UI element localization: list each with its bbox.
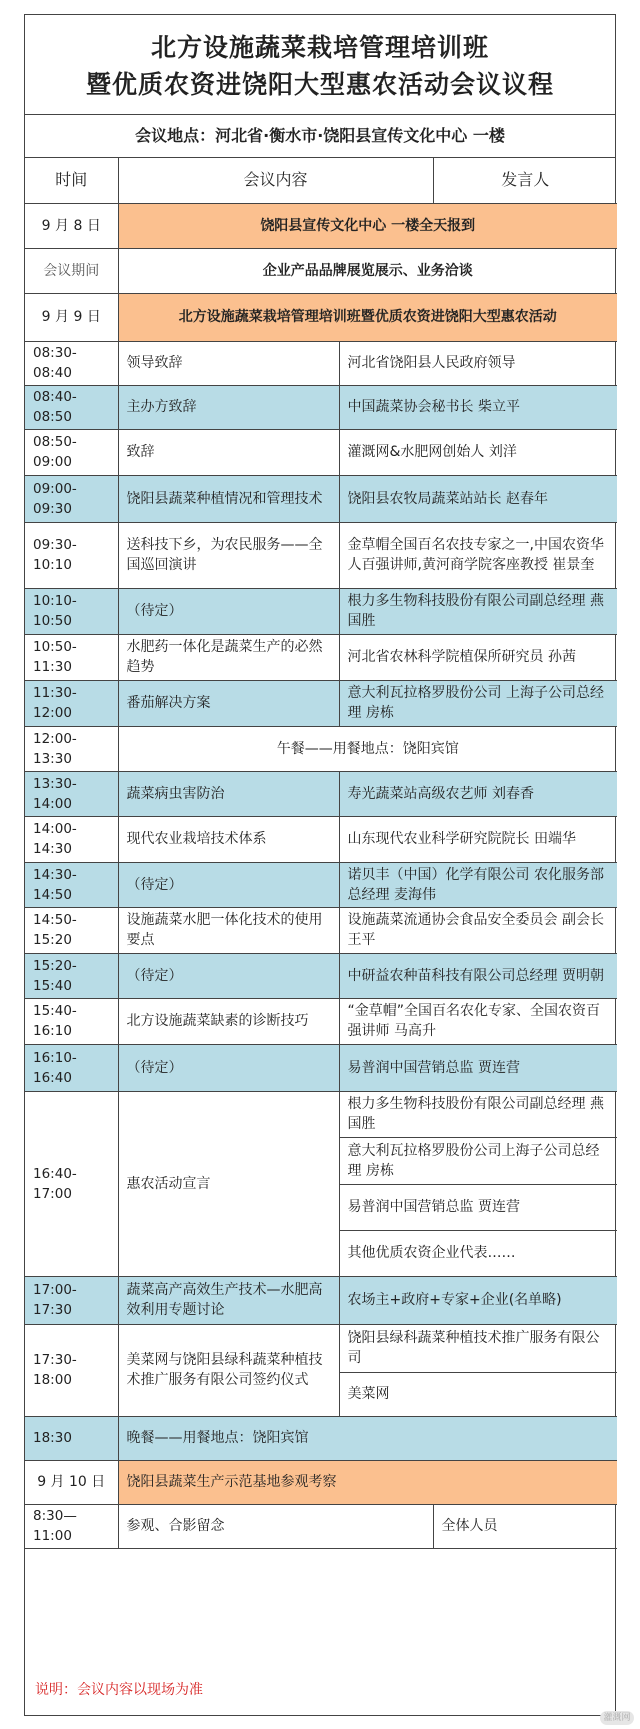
event-row [25, 1091, 617, 1137]
event-speaker-1: 根力多生物科技股份有限公司副总经理 燕国胜 [339, 1091, 617, 1137]
row-time: 14:50-15:20 [25, 907, 118, 953]
event-speaker-3: 易普润中国营销总监 贾连营 [339, 1184, 617, 1230]
day3-content: 饶阳县蔬菜生产示范基地参观考察 [118, 1460, 617, 1504]
day1-content: 饶阳县宣传文化中心 一楼全天报到 [118, 203, 617, 248]
event-content: 惠农活动宣言 [118, 1091, 339, 1276]
row-content: 蔬菜病虫害防治 [118, 771, 339, 816]
table-row [25, 385, 617, 429]
day3-row [25, 1460, 617, 1504]
period-row [25, 248, 617, 293]
discussion-time: 17:00-17:30 [25, 1276, 118, 1324]
dinner-time: 18:30 [25, 1416, 118, 1460]
table-row [25, 680, 617, 726]
period-content: 企业产品品牌展览展示、业务洽谈 [118, 248, 617, 293]
row-speaker: 饶阳县农牧局蔬菜站站长 赵春年 [339, 475, 617, 522]
day1-date: 9 月 8 日 [25, 203, 118, 248]
row-speaker: 根力多生物科技股份有限公司副总经理 燕国胜 [339, 588, 617, 634]
day2-row [25, 293, 617, 341]
day3-date: 9 月 10 日 [25, 1460, 118, 1504]
row-content: 饶阳县蔬菜种植情况和管理技术 [118, 475, 339, 522]
signing-row [25, 1324, 617, 1372]
table-row [25, 522, 617, 588]
row-time: 14:30-14:50 [25, 862, 118, 907]
lunch-time: 12:00-13:30 [25, 726, 118, 771]
discussion-speaker: 农场主+政府+专家+企业(名单略) [339, 1276, 617, 1324]
row-time: 11:30-12:00 [25, 680, 118, 726]
row-speaker: 意大利瓦拉格罗股份公司 上海子公司总经理 房栋 [339, 680, 617, 726]
table-row [25, 588, 617, 634]
title-line-2: 暨优质农资进饶阳大型惠农活动会议议程 [85, 70, 554, 99]
discussion-content: 蔬菜高产高效生产技术—水肥高效利用专题讨论 [118, 1276, 339, 1324]
table-row [25, 816, 617, 862]
agenda-table [25, 158, 617, 1549]
lunch-row [25, 726, 617, 771]
visit-row [25, 1504, 617, 1548]
visit-content: 参观、合影留念 [118, 1504, 433, 1548]
row-time: 08:40-08:50 [25, 385, 118, 429]
table-row [25, 634, 617, 680]
signing-content: 美菜网与饶阳县绿科蔬菜种植技术推广服务有限公司签约仪式 [118, 1324, 339, 1416]
row-time: 10:10-10:50 [25, 588, 118, 634]
row-speaker: 设施蔬菜流通协会食品安全委员会 副会长 王平 [339, 907, 617, 953]
discussion-row [25, 1276, 617, 1324]
row-speaker: 金草帽全国百名农技专家之一,中国农资华人百强讲师,黄河商学院客座教授 崔景奎 [339, 522, 617, 588]
row-time: 09:30-10:10 [25, 522, 118, 588]
row-time: 13:30-14:00 [25, 771, 118, 816]
row-content: 现代农业栽培技术体系 [118, 816, 339, 862]
row-content: 致辞 [118, 429, 339, 475]
event-speaker-4: 其他优质农资企业代表…… [339, 1230, 617, 1276]
row-time: 15:40-16:10 [25, 998, 118, 1044]
table-row [25, 429, 617, 475]
row-speaker: 河北省饶阳县人民政府领导 [339, 341, 617, 385]
signing-speaker-2: 美菜网 [339, 1372, 617, 1416]
header-speaker: 发言人 [433, 158, 617, 203]
row-content: 北方设施蔬菜缺素的诊断技巧 [118, 998, 339, 1044]
row-time: 08:50-09:00 [25, 429, 118, 475]
table-row [25, 998, 617, 1044]
table-row [25, 953, 617, 998]
dinner-row [25, 1416, 617, 1460]
header-time: 时间 [25, 158, 118, 203]
watermark-logo: 灌溉网 [600, 1711, 634, 1725]
title-line-1: 北方设施蔬菜栽培管理培训班 [150, 33, 489, 62]
row-speaker: 山东现代农业科学研究院院长 田端华 [339, 816, 617, 862]
row-content: （待定） [118, 862, 339, 907]
table-row [25, 1044, 617, 1091]
row-speaker: 中国蔬菜协会秘书长 柴立平 [339, 385, 617, 429]
row-speaker: 寿光蔬菜站高级农艺师 刘春香 [339, 771, 617, 816]
day1-row [25, 203, 617, 248]
row-time: 15:20-15:40 [25, 953, 118, 998]
visit-time: 8:30—11:00 [25, 1504, 118, 1548]
row-content: 设施蔬菜水肥一体化技术的使用要点 [118, 907, 339, 953]
event-speaker-2: 意大利瓦拉格罗股份公司上海子公司总经理 房栋 [339, 1137, 617, 1184]
table-row [25, 907, 617, 953]
row-content: （待定） [118, 953, 339, 998]
agenda-frame [24, 14, 616, 1716]
row-time: 09:00-09:30 [25, 475, 118, 522]
row-content: （待定） [118, 588, 339, 634]
signing-speaker-1: 饶阳县绿科蔬菜种植技术推广服务有限公司 [339, 1324, 617, 1372]
row-time: 08:30-08:40 [25, 341, 118, 385]
row-content: 水肥药一体化是蔬菜生产的必然趋势 [118, 634, 339, 680]
table-row [25, 341, 617, 385]
row-speaker: 诺贝丰（中国）化学有限公司 农化服务部总经理 麦海伟 [339, 862, 617, 907]
header-row [25, 158, 617, 203]
table-row [25, 771, 617, 816]
lunch-content: 午餐——用餐地点：饶阳宾馆 [118, 726, 617, 771]
day2-date: 9 月 9 日 [25, 293, 118, 341]
row-content: 送科技下乡，为农民服务——全国巡回演讲 [118, 522, 339, 588]
visit-speaker: 全体人员 [433, 1504, 617, 1548]
event-time: 16:40-17:00 [25, 1091, 118, 1276]
table-row [25, 475, 617, 522]
row-content: （待定） [118, 1044, 339, 1091]
row-speaker: 灌溉网&水肥网创始人 刘洋 [339, 429, 617, 475]
footnote: 说明：会议内容以现场为准 [35, 1682, 203, 1698]
signing-time: 17:30-18:00 [25, 1324, 118, 1416]
row-content: 番茄解决方案 [118, 680, 339, 726]
row-time: 16:10-16:40 [25, 1044, 118, 1091]
period-label: 会议期间 [25, 248, 118, 293]
row-speaker: “金草帽”全国百名农化专家、全国农资百强讲师 马高升 [339, 998, 617, 1044]
dinner-content: 晚餐——用餐地点：饶阳宾馆 [118, 1416, 617, 1460]
header-content: 会议内容 [118, 158, 433, 203]
table-row [25, 862, 617, 907]
row-speaker: 河北省农林科学院植保所研究员 孙茜 [339, 634, 617, 680]
row-content: 主办方致辞 [118, 385, 339, 429]
row-content: 领导致辞 [118, 341, 339, 385]
row-speaker: 中研益农种苗科技有限公司总经理 贾明朝 [339, 953, 617, 998]
title-block [25, 15, 615, 115]
day2-content: 北方设施蔬菜栽培管理培训班暨优质农资进饶阳大型惠农活动 [118, 293, 617, 341]
row-time: 10:50-11:30 [25, 634, 118, 680]
row-time: 14:00-14:30 [25, 816, 118, 862]
row-speaker: 易普润中国营销总监 贾连营 [339, 1044, 617, 1091]
venue-line: 会议地点：河北省·衡水市·饶阳县宣传文化中心 一楼 [25, 115, 615, 158]
